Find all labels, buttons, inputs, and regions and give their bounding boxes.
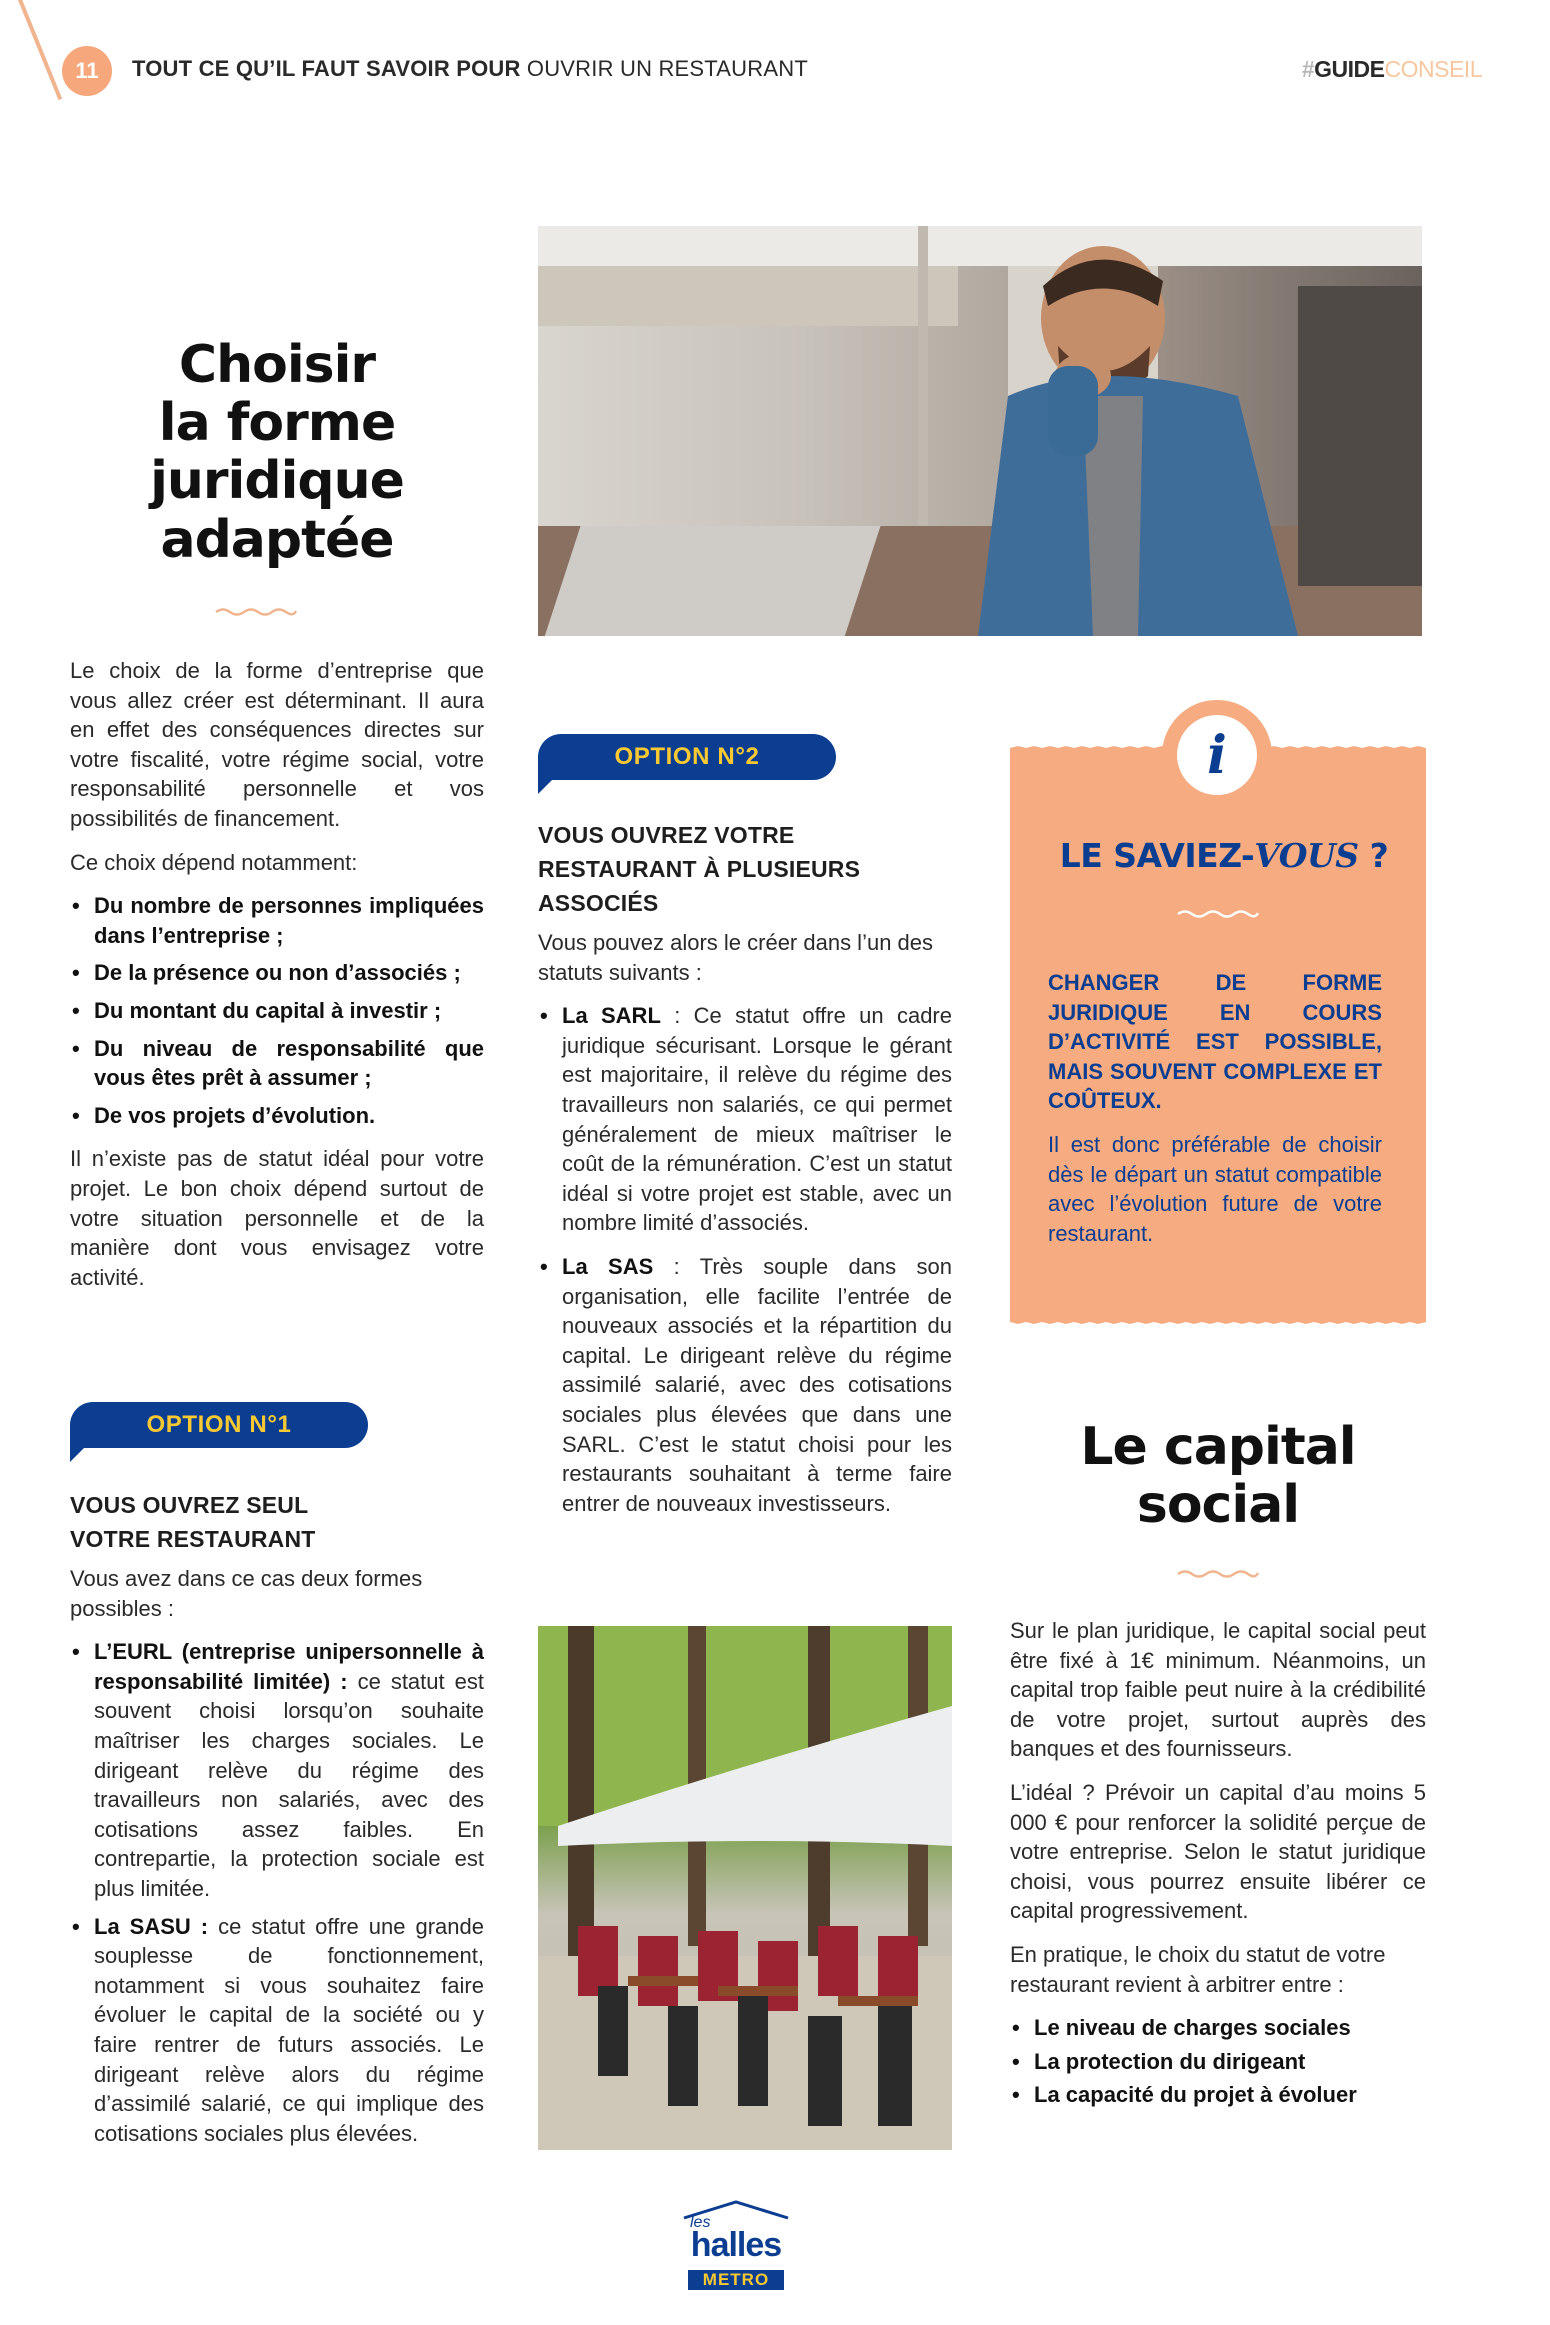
photo-restaurant-terrace xyxy=(538,1626,952,2150)
section-title-capital-social xyxy=(1010,1418,1426,1534)
pill-tail xyxy=(70,1448,84,1462)
running-header-light: OUVRIR UN RESTAURANT xyxy=(526,56,808,81)
intro-paragraph: Le choix de la forme d’entreprise que vous allez créer est déterminant. Il aura en effet des conséquences directes sur votre fiscalité, votre régime social, votre responsabilité personnelle et vos possibilités de financement. xyxy=(70,658,484,831)
brand-hash: # xyxy=(1301,56,1315,82)
heading-line: VOUS OUVREZ SEUL xyxy=(70,1492,309,1518)
capital-list xyxy=(1010,2013,1426,2110)
page-number-badge xyxy=(62,46,112,96)
corner-decoration-line xyxy=(18,0,62,100)
list-item: • De la présence ou non d’associés ; xyxy=(70,958,484,988)
option1-list xyxy=(70,1637,484,2148)
term: La SAS xyxy=(562,1253,654,1279)
heading-line: RESTAURANT À PLUSIEURS xyxy=(538,856,861,882)
list-item: • Du nombre de personnes impliquées dans l’entreprise ; xyxy=(70,891,484,950)
option2-content xyxy=(538,818,952,1532)
term: L’EURL (entreprise unipersonnelle à responsabilité limitée) : xyxy=(94,1639,484,1694)
term-description: : Ce statut offre un cadre juridique sécurisant. Lorsque le gérant est majoritaire, il relève du régime des travailleurs non salariés, ce qui permet généralement de mieux maîtriser le coût de la rémunération. C’est un statut idéal si votre projet est stable, avec un nombre limité d’associés. xyxy=(562,1003,952,1236)
running-header-bold: TOUT CE QU’IL FAUT SAVOIR POUR xyxy=(132,56,521,81)
capital-paragraph-2: L’idéal ? Prévoir un capital d’au moins 5 000 € pour renforcer la solidité perçue de votre entreprise. Selon le statut juridique choisi, vous pourrez ensuite libérer ce capital progressivement. xyxy=(1010,1779,1426,1924)
pill-tail xyxy=(538,780,552,794)
les-halles-metro-logo xyxy=(676,2200,796,2292)
capital-content xyxy=(1010,1616,1426,2124)
capital-paragraph-3: En pratique, le choix du statut de votre restaurant revient à arbitrer entre : xyxy=(1010,1941,1386,1997)
option2-pill xyxy=(538,734,836,780)
info-title-main: LE SAVIEZ- xyxy=(1059,836,1255,875)
list-item xyxy=(538,1252,952,1518)
option2-badge xyxy=(538,734,836,794)
wave-divider xyxy=(1176,908,1260,918)
info-title-end: ? xyxy=(1358,836,1389,875)
option1-label: OPTION N°1 xyxy=(146,1411,292,1438)
criteria-list xyxy=(70,891,484,1130)
info-icon-glyph: i xyxy=(1207,724,1227,786)
info-icon xyxy=(1177,715,1257,795)
option1-intro: Vous avez dans ce cas deux formes possibles : xyxy=(70,1566,423,1621)
logo-halles: halles xyxy=(690,2226,782,2264)
heading-line: ASSOCIÉS xyxy=(538,890,659,916)
option1-badge xyxy=(70,1402,368,1462)
capital-paragraph-1: Sur le plan juridique, le capital social peut être fixé à 1€ minimum. Néanmoins, un capital trop faible peut nuire à la crédibilité de votre projet, surtout auprès des banques et des fournisseurs. xyxy=(1010,1618,1426,1762)
depends-paragraph: Ce choix dépend notamment: xyxy=(70,849,358,875)
wave-divider xyxy=(214,606,298,616)
option1-heading xyxy=(70,1488,484,1556)
option2-intro: Vous pouvez alors le créer dans l’un des statuts suivants : xyxy=(538,930,934,985)
term: La SASU : xyxy=(94,1913,209,1939)
option2-heading xyxy=(538,818,952,920)
term-description: ce statut est souvent choisi lorsqu’on souhaite maîtriser les charges sociales. Le dirigeant relève du régime des travailleurs non salariés, avec des cotisations assez faibles. En contrepartie, la protection sociale est plus limitée. xyxy=(94,1668,484,1901)
title-line: Le capital xyxy=(1080,1417,1356,1477)
conclusion-paragraph: Il n’existe pas de statut idéal pour votre projet. Le bon choix dépend surtout de votre situation personnelle et de la manière dont vous envisagez votre activité. xyxy=(70,1146,484,1290)
info-bold-text: CHANGER DE FORME JURIDIQUE EN COURS D’ACTIVITÉ EST POSSIBLE, MAIS SOUVENT COMPLEXE ET COÛTEUX. xyxy=(1048,970,1382,1114)
list-item: • Du montant du capital à investir ; xyxy=(70,996,484,1026)
list-item: • Du niveau de responsabilité que vous êtes prêt à assumer ; xyxy=(70,1034,484,1093)
logo-les: les xyxy=(690,2214,711,2231)
photo-illustration xyxy=(538,1626,952,2150)
info-text: Il est donc préférable de choisir dès le départ un statut compatible avec l’évolution future de votre restaurant. xyxy=(1048,1131,1382,1246)
section-title-forme-juridique xyxy=(70,336,484,569)
photo-man-laptop xyxy=(538,226,1422,636)
option1-content xyxy=(70,1488,484,2162)
main-title xyxy=(70,336,484,569)
title-line: adaptée xyxy=(160,509,394,570)
guide-conseil-brand xyxy=(1302,56,1482,83)
brand-guide: GUIDE xyxy=(1314,56,1385,82)
heading-line: VOTRE RESTAURANT xyxy=(70,1526,316,1552)
list-item xyxy=(70,1912,484,2149)
option1-pill xyxy=(70,1402,368,1448)
title-line: juridique xyxy=(150,451,404,512)
title-line: Choisir xyxy=(178,335,376,395)
term: La SARL xyxy=(562,1003,661,1029)
info-box-bottom-edge xyxy=(1010,1318,1426,1326)
heading-line: VOUS OUVREZ VOTRE xyxy=(538,822,795,848)
info-box xyxy=(1010,750,1426,1320)
capital-title xyxy=(1010,1418,1426,1534)
list-item: • La capacité du projet à évoluer xyxy=(1010,2080,1426,2110)
info-title xyxy=(1044,836,1404,875)
list-item: • De vos projets d’évolution. xyxy=(70,1101,484,1131)
info-icon-badge xyxy=(1162,700,1272,810)
list-item xyxy=(70,1637,484,1903)
page-number: 11 xyxy=(75,58,99,83)
option2-list xyxy=(538,1001,952,1518)
option2-label: OPTION N°2 xyxy=(614,743,760,770)
running-header xyxy=(132,56,808,82)
info-title-italic: VOUS xyxy=(1254,836,1359,875)
title-line: social xyxy=(1136,1475,1300,1536)
photo-illustration xyxy=(538,226,1422,636)
wave-divider xyxy=(1176,1568,1260,1578)
term-description: : Très souple dans son organisation, elle facilite l’entrée de nouveaux associés et la répartition du capital. Le dirigeant relève du régime assimilé salarié, avec des cotisations sociales plus élevées que dans une SARL. C’est le statut choisi pour les restaurants souhaitant à terme faire entrer de nouveaux investisseurs. xyxy=(562,1253,952,1516)
intro-column xyxy=(70,656,484,1306)
term-description: ce statut offre une grande souplesse de fonctionnement, notamment si vous souhaitez faire évoluer le capital de la société ou y faire rentrer de futurs associés. Le dirigeant relève alors du régime d’assimilé salarié, ce qui implique des cotisations sociales plus élevées. xyxy=(94,1913,484,2146)
info-body xyxy=(1048,968,1382,1248)
brand-conseil: CONSEIL xyxy=(1384,56,1482,82)
list-item: • Le niveau de charges sociales xyxy=(1010,2013,1426,2043)
list-item: • La protection du dirigeant xyxy=(1010,2047,1426,2077)
logo-metro: METRO xyxy=(702,2270,770,2289)
title-line: la forme xyxy=(158,393,396,454)
list-item xyxy=(538,1001,952,1238)
